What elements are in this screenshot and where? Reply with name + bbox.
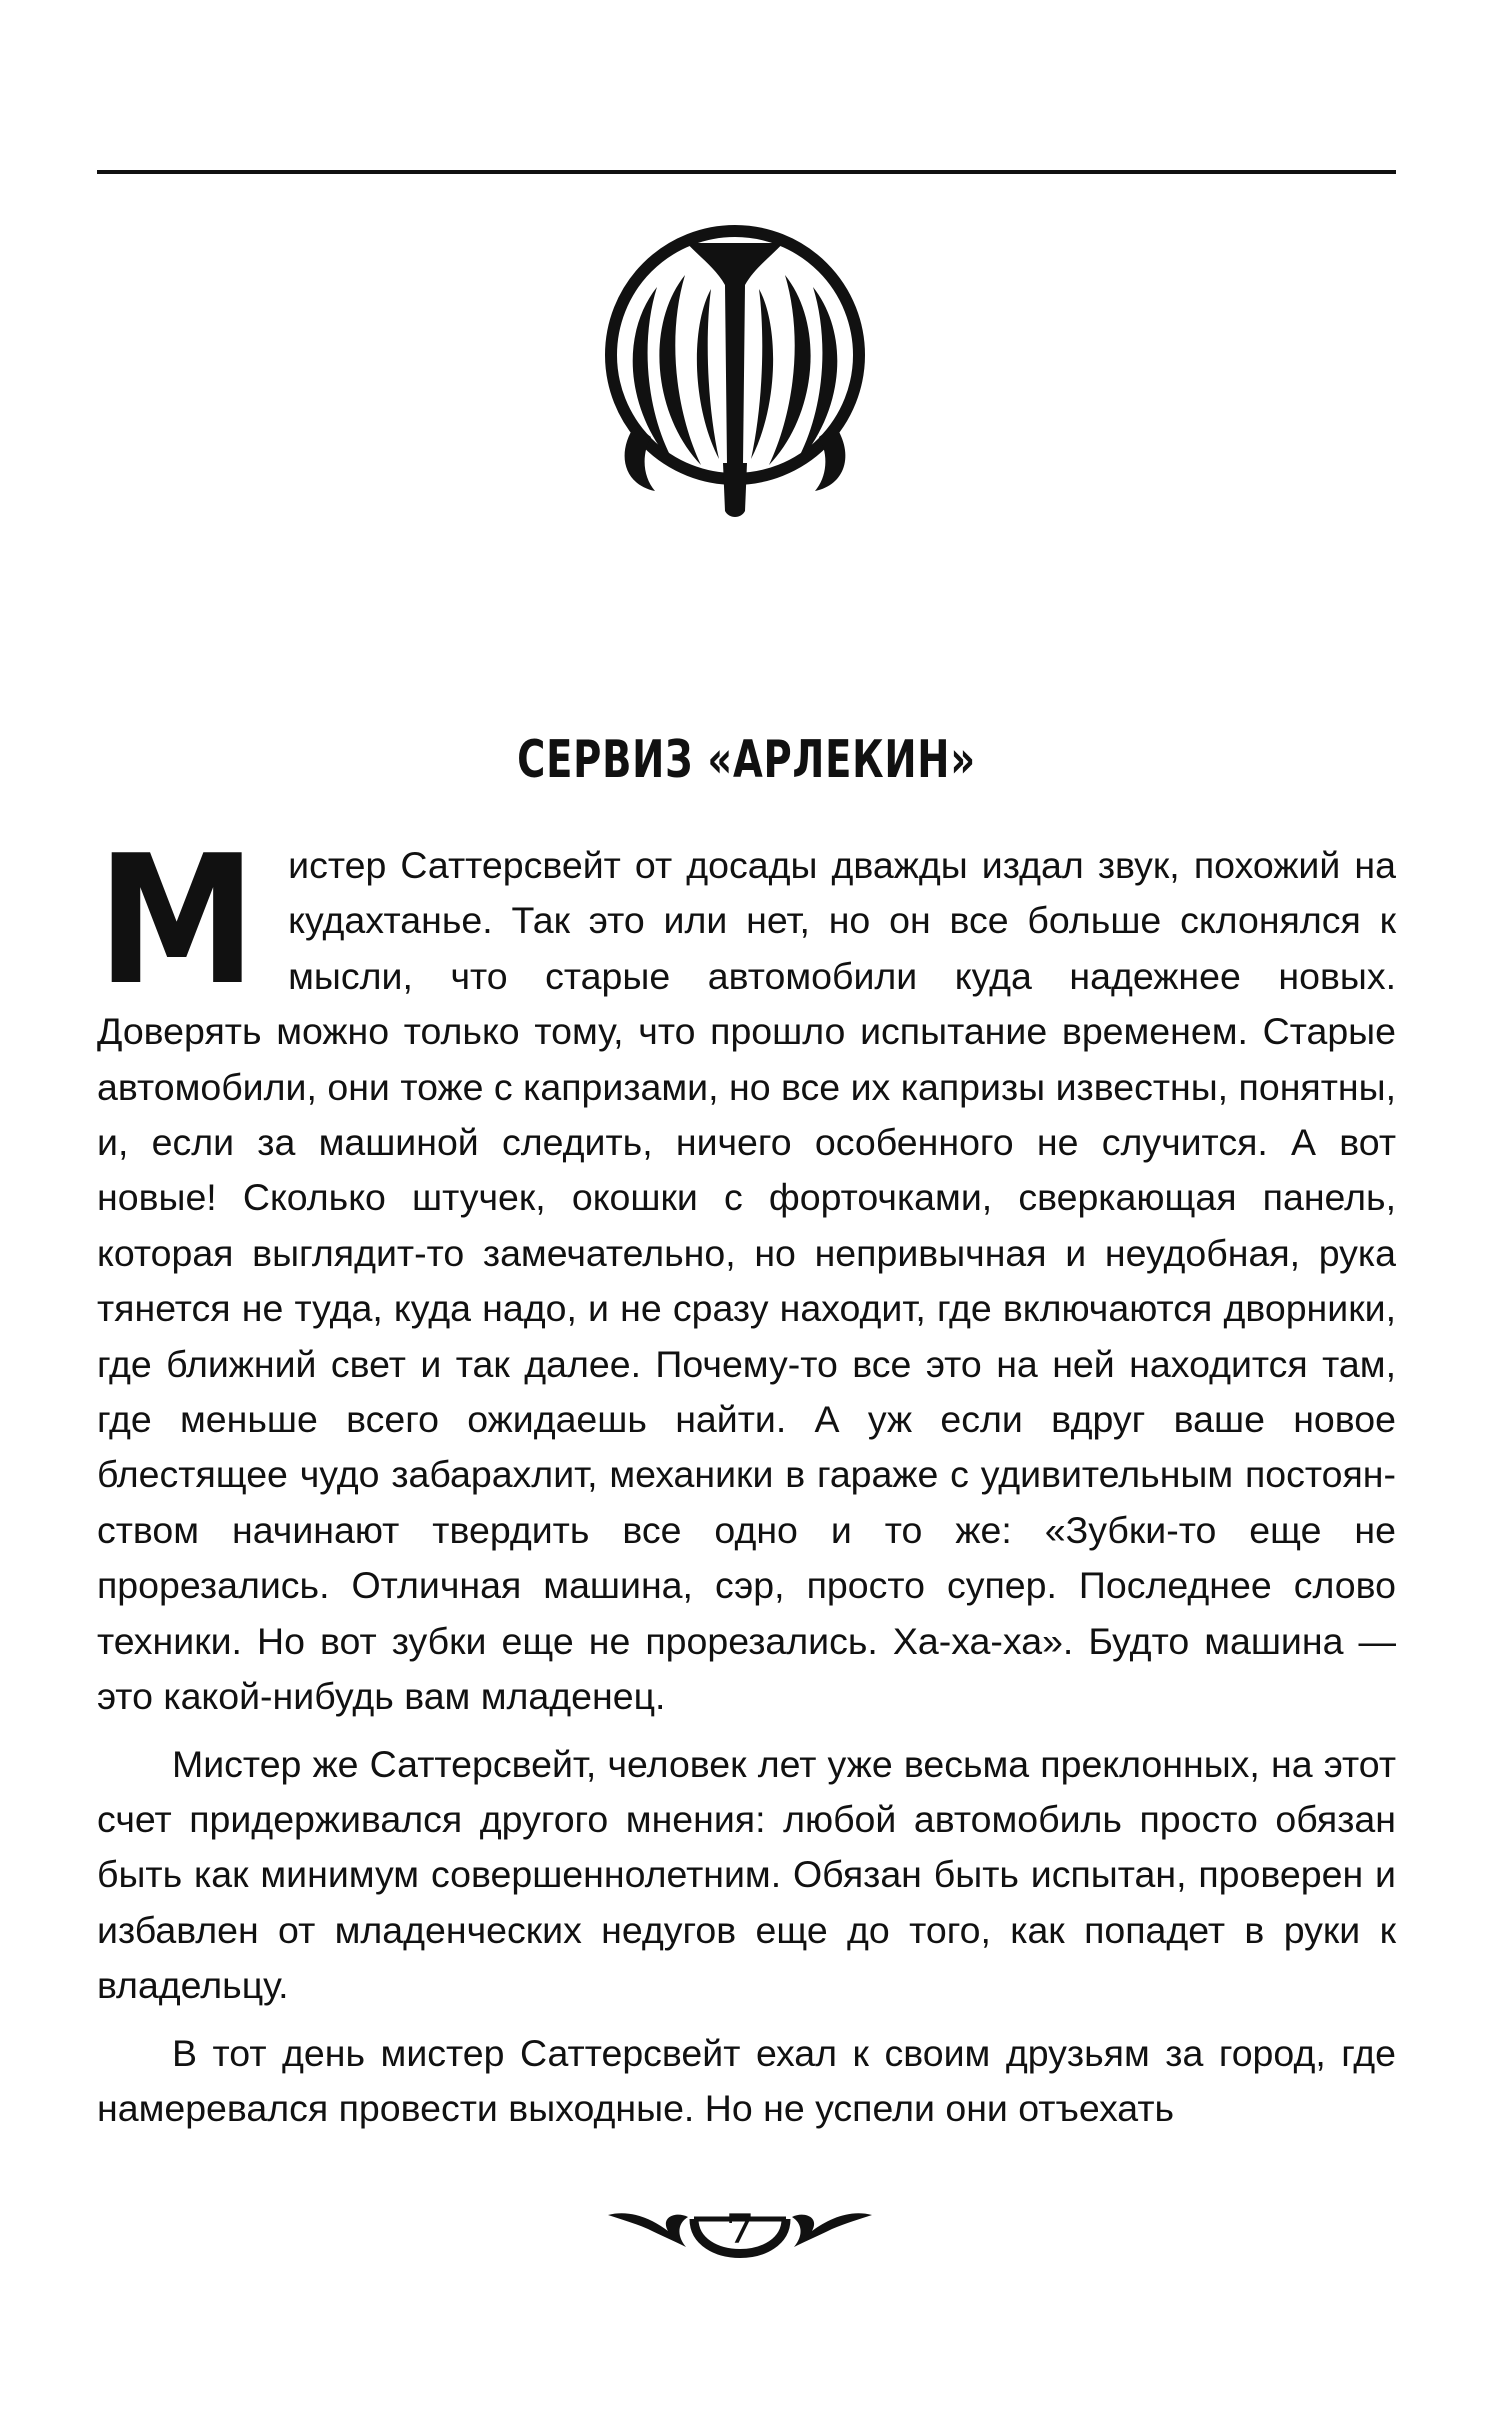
page-folio — [590, 2195, 890, 2275]
body-text — [97, 817, 1396, 2136]
page-number: 7 — [726, 2206, 754, 2253]
paragraph-1-text: истер Саттерсвейт от досады дважды издал звук, похожий на кудахтанье. Так это или нет, но он все больше склонялся к мысли, что старые автомобили куда надежнее новых. Доверять можно только тому, что прошло испытание временем. Старые автомобили, они тоже с капризами, но все их капризы известны, понятны, и, если за машиной следить, ничего особенного не случится. А вот новые! Сколько штучек, окошки с форточками, сверкающая панель, которая выглядит-то замечательно, но непривычная и неудобная, рука тянется не туда, куда надо, и не сразу находит, где включаются дворники, где ближний свет и так далее. Почему-то все это на ней находится там, где меньше всего ожидаешь найти. А уж если вдруг ваше новое блестящее чудо забарахлит, механики в гараже с удивительным постоянством начинают твердить все одно и то же: «Зубки-то еще не прорезались. Отличная машина, сэр, просто супер. Последнее слово техники. Но вот зубки еще не прорезались. Ха-ха-ха». Будто машина — это какой-нибудь вам младенец. — [97, 844, 1396, 1718]
header-rule — [97, 170, 1396, 174]
chapter-title: СЕРВИЗ «АРЛЕКИН» — [517, 730, 976, 790]
paragraph-2: Мистер же Саттерсвейт, человек лет уже весьма преклонных, на этот счет придерживался другого мнения: любой автомобиль просто обязан быть как минимум совершеннолетним. Обязан быть испытан, проверен и избавлен от младенческих недугов еще до того, как попадет в руки к владельцу. — [97, 1742, 1396, 2007]
harlequin-emblem-icon — [595, 215, 875, 525]
paragraph-3: В тот день мистер Саттерсвейт ехал к своим друзьям за город, где намеревался провести выходные. Но не успели они отъехать — [97, 2031, 1396, 2129]
drop-cap: М — [97, 817, 257, 1024]
paragraph-1 — [97, 817, 1396, 1725]
